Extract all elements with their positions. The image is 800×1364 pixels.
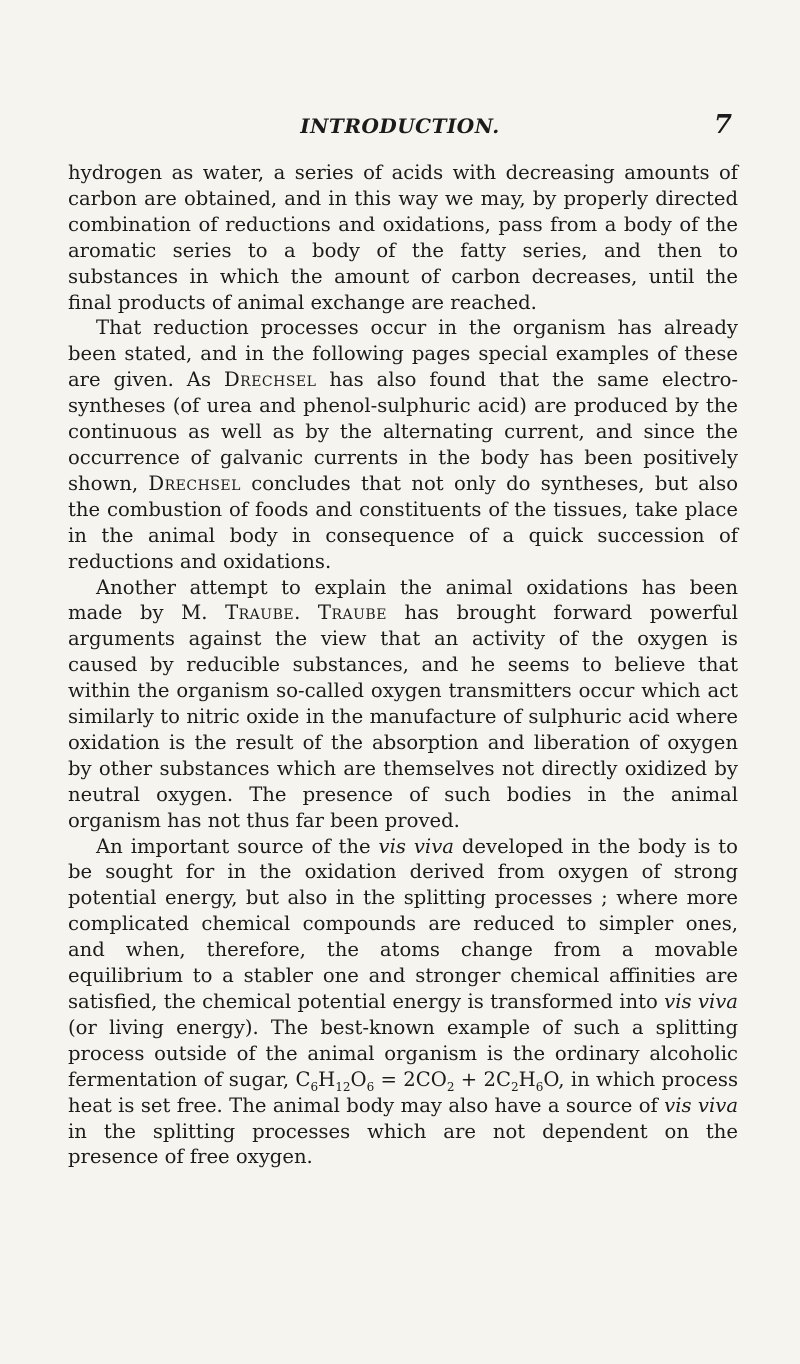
page-number: 7 <box>713 110 732 140</box>
formula-part: O <box>350 1067 367 1091</box>
text-run: developed in the body is to be sought for in the oxidation derived from oxygen of strong potential energy, but also in the splitting processes ; where more complicated chemical compounds are reduced to simpler ones, and when, therefore, the atoms change from a movable equilibrium to a stabler one and stronger chemical affinities are satisfied, the chemical potential energy is transformed into <box>68 834 738 1013</box>
text-run: (or living energy). The best-known example of such a splitting process outside of the animal organism is the ordinary alcoholic fermentation of sugar, <box>68 1015 738 1091</box>
text-run: in the splitting processes which are not dependent on the presence of free oxygen. <box>68 1119 738 1169</box>
formula-subscript: 2 <box>446 1079 455 1094</box>
author-name-drechsel: Drechsel <box>148 471 241 495</box>
term-vis-viva: vis viva <box>664 990 738 1013</box>
body-text <box>68 160 738 1170</box>
paragraph-2 <box>68 315 738 574</box>
author-name-drechsel: Drechsel <box>223 368 317 392</box>
paragraph-1: hydrogen as water, a series of acids with decreasing amounts of carbon are obtained, and in this way we may, by properly directed combination of reductions and oxidations, pass from a body of the aromatic series to a body of the fatty series, and then to substances in which the amount of carbon decreases, until the final products of animal exchange are reached. <box>68 161 738 314</box>
running-head <box>68 110 732 148</box>
text-run: Another attempt to explain the animal oxidations has been made by M. <box>68 575 738 625</box>
text-run: concludes that not only do syntheses, but also the combustion of foods and constituents of the tissues, take place in the animal body in consequence of a quick succession of reductions and oxidations. <box>68 471 738 573</box>
running-title: INTRODUCTION. <box>300 114 500 138</box>
term-vis-viva: vis viva <box>378 834 454 858</box>
formula-part: + 2C <box>454 1067 511 1091</box>
formula-subscript: 6 <box>310 1079 319 1094</box>
paragraph-3 <box>68 575 738 834</box>
formula-part: H <box>518 1067 536 1091</box>
paragraph-4 <box>68 834 738 1171</box>
term-vis-viva: vis viva <box>664 1093 738 1117</box>
text-run: An important source of the <box>96 834 379 858</box>
formula-part: H <box>318 1067 336 1091</box>
formula-part: = 2CO <box>374 1067 447 1091</box>
text-run: . <box>294 601 318 625</box>
text-run: That reduction processes occur in the organism has already been stated, and in the following pages special examples of these are given. As <box>68 316 738 392</box>
text-run: , in which process heat is set free. The animal body may also have a source of <box>68 1067 738 1117</box>
formula-subscript: 12 <box>335 1079 351 1094</box>
formula-part: C <box>295 1067 311 1091</box>
author-name-traube: Traube <box>225 601 295 625</box>
formula-subscript: 6 <box>366 1079 375 1094</box>
formula-part: O <box>543 1067 559 1091</box>
text-run: has also found that the same electro-syntheses (of urea and phenol-sulphuric acid) are produced by the continuous as well as by the alternating current, and since the occurrence of galvanic currents in the body has been positively shown, <box>68 368 738 495</box>
fermentation-formula <box>295 1067 559 1094</box>
formula-subscript: 6 <box>535 1079 544 1094</box>
formula-subscript: 2 <box>510 1079 519 1094</box>
text-run: has brought forward powerful arguments against the view that an activity of the oxygen is caused by reducible substances, and he seems to believe that within the organism so-called oxygen transmitters occur which act similarly to nitric oxide in the manufacture of sulphuric acid where oxidation is the result of the absorption and liberation of oxygen by other substances which are themselves not directly oxidized by neutral oxygen. The presence of such bodies in the animal organism has not thus far been proved. <box>68 601 738 832</box>
author-name-traube: Traube <box>317 601 387 625</box>
